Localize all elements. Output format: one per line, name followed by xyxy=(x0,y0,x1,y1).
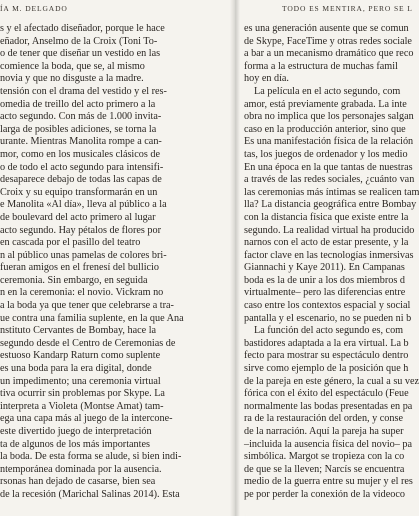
text-line: pantalla y el escenario, no se pueden ni b xyxy=(244,312,412,324)
text-line: boda es la de unir a los dos miembros d xyxy=(244,274,405,286)
text-line: la boda. De esta forma se alude, si bien indi- xyxy=(0,451,182,463)
text-line: las ceremonias más íntimas se realicen tam xyxy=(244,186,419,198)
right-page xyxy=(238,0,419,516)
text-line: a la boda ya que tener que celebrarse a tra- xyxy=(0,300,174,312)
text-line: es una generación ausente que se comun xyxy=(244,23,409,34)
text-line: segundo desde el Centro de Ceremonias de xyxy=(0,337,176,349)
text-line: –incluida la ausencia física del novio– pa xyxy=(244,438,413,450)
text-line: acto segundo. Con más de 1.000 invita- xyxy=(0,111,162,123)
text-line: omedia de treillo del acto primero a la xyxy=(0,98,156,110)
text-line: en cascada por el pasillo del teatro xyxy=(0,237,141,249)
text-line: a través de las redes sociales, ¿cuánto van xyxy=(244,174,415,186)
text-line: mor, como en los musicales clásicos de xyxy=(0,148,161,160)
text-line: acto segundo. Hay pétalos de flores por xyxy=(0,224,161,236)
text-line: un impedimento; una ceremonia virtual xyxy=(0,375,161,387)
text-line: de la recesión (Marichal Salinas 2014). Esta xyxy=(0,488,180,500)
text-line: es una boda para la era digital, donde xyxy=(0,363,152,375)
text-line: este divertido juego de interpretación xyxy=(0,426,152,437)
text-line: de la narración. Aquí la pareja ha super xyxy=(244,426,404,437)
text-line: ega una capa más al juego de la intercone- xyxy=(0,413,173,425)
text-line: obra no implica que los personajes salgan xyxy=(244,111,414,123)
text-line: interpreta a Violeta (Montse Amat) tam- xyxy=(0,400,164,412)
text-line: estuoso Kandarp Raturn como suplente xyxy=(0,350,161,362)
right-running-head: TODO ES MENTIRA, PERO SE L xyxy=(282,4,413,13)
text-line: normalmente las bodas presentadas en pa xyxy=(244,400,413,412)
right-text-block xyxy=(244,23,419,502)
text-line: de que se la lleven; Narcís se encuentra xyxy=(244,463,405,475)
text-line: fecto para mostrar su espectáculo dentro xyxy=(244,350,409,362)
text-line: fueran amigos en el frenesí del bullicio xyxy=(0,262,159,274)
text-line: sirve como ejemplo de la posición que h xyxy=(244,363,409,375)
text-line: forma a la estructura de muchas famil xyxy=(244,60,398,72)
text-line: lla? La distancia geográfica entre Bombay xyxy=(244,199,417,211)
text-line: comience la boda, que se, al mismo xyxy=(0,60,145,72)
text-line: rsonas han dejado de casarse, bien sea xyxy=(0,476,156,488)
text-line: ue contra una familia suplente, en la que Ana xyxy=(0,312,184,324)
text-line: Es una manifestación física de la relación xyxy=(244,136,414,148)
text-line: desaparece debajo de todas las capas de xyxy=(0,174,162,186)
left-running-head: ÍA M. DELGADO xyxy=(0,4,68,13)
text-line: ceremonia. Sin embargo, en seguida xyxy=(0,274,148,286)
text-line: o de todo el acto segundo para intensifi- xyxy=(0,161,164,173)
text-line: ra de la restauración del orden, y conse xyxy=(244,413,403,425)
text-line: factor clave en las tecnologías inmersivas xyxy=(244,249,414,261)
text-line: larga de posibles adiciones, se torna la xyxy=(0,123,157,135)
text-line: s y el afectado diseñador, porque le hace xyxy=(0,23,165,34)
text-line: tas, los juegos de ordenador y los medio xyxy=(244,148,408,160)
text-line: ntemporánea dominada por la ausencia. xyxy=(0,463,162,475)
text-line: segundo. La realidad virtual ha producido xyxy=(244,224,415,236)
text-line: n en la ceremonia: el novio. Vickram no xyxy=(0,287,164,299)
text-line: caso en la producción anterior, sino que xyxy=(244,123,406,135)
text-line: ta de algunos de los más importantes xyxy=(0,438,150,450)
text-line: Croix y su equipo transformarán en un xyxy=(0,186,158,198)
text-line: La función del acto segundo es, com xyxy=(254,325,404,337)
text-line: bastidores adaptada a la era virtual. La b xyxy=(244,337,409,349)
text-line: fórica con el éxito del espectáculo (Feue xyxy=(244,388,409,400)
text-line: n al público unas pamelas de colores bri- xyxy=(0,249,167,261)
text-line: de Skype, FaceTime y otras redes sociale xyxy=(244,35,412,47)
text-line: amor, está previamente grabada. La inte xyxy=(244,98,407,110)
text-line: urante. Mientras Manolita rompe a can- xyxy=(0,136,162,148)
text-line: novia y que no disguste a la madre. xyxy=(0,73,144,85)
text-line: de boulevard del acto primero al lugar xyxy=(0,211,156,223)
text-line: narnos con el acto de estar presente, y la xyxy=(244,237,409,249)
text-line: tensión con el drama del vestido y el res- xyxy=(0,85,167,97)
text-line: Giannachi y Kaye 2011). En Campanas xyxy=(244,262,405,274)
text-line: La película en el acto segundo, com xyxy=(254,85,401,97)
text-line: pe por perder la conexión de la videoco xyxy=(244,488,405,500)
text-line: eñador, Anselmo de la Croix (Toni To- xyxy=(0,35,158,47)
text-line: caso entre los contextos espacial y social xyxy=(244,300,411,312)
text-line: medio de la guerra entre su mujer y el res xyxy=(244,476,413,488)
left-text-block xyxy=(0,23,236,502)
text-line: con la distancia física que existe entre la xyxy=(244,211,409,223)
text-line: simbólica. Margot se tropieza con la co xyxy=(244,451,405,463)
text-line: hoy en día. xyxy=(244,73,289,85)
text-line: virtualmente– pero las diferencias entre xyxy=(244,287,406,299)
text-line: En una época en la que tantas de nuestras xyxy=(244,161,413,173)
text-line: de la pareja en este género, la cual a su vez xyxy=(244,375,419,387)
text-line: nstituto Cervantes de Bombay, hace la xyxy=(0,325,157,337)
text-line: tiva ocurrir sin problemas por Skype. La xyxy=(0,388,165,400)
text-line: o de tener que diseñar un vestido en las xyxy=(0,48,161,60)
text-line: a bar a un mecanismo dramático que reco xyxy=(244,48,414,60)
text-line: e Manolita «Al día», lleva al público a la xyxy=(0,199,167,211)
